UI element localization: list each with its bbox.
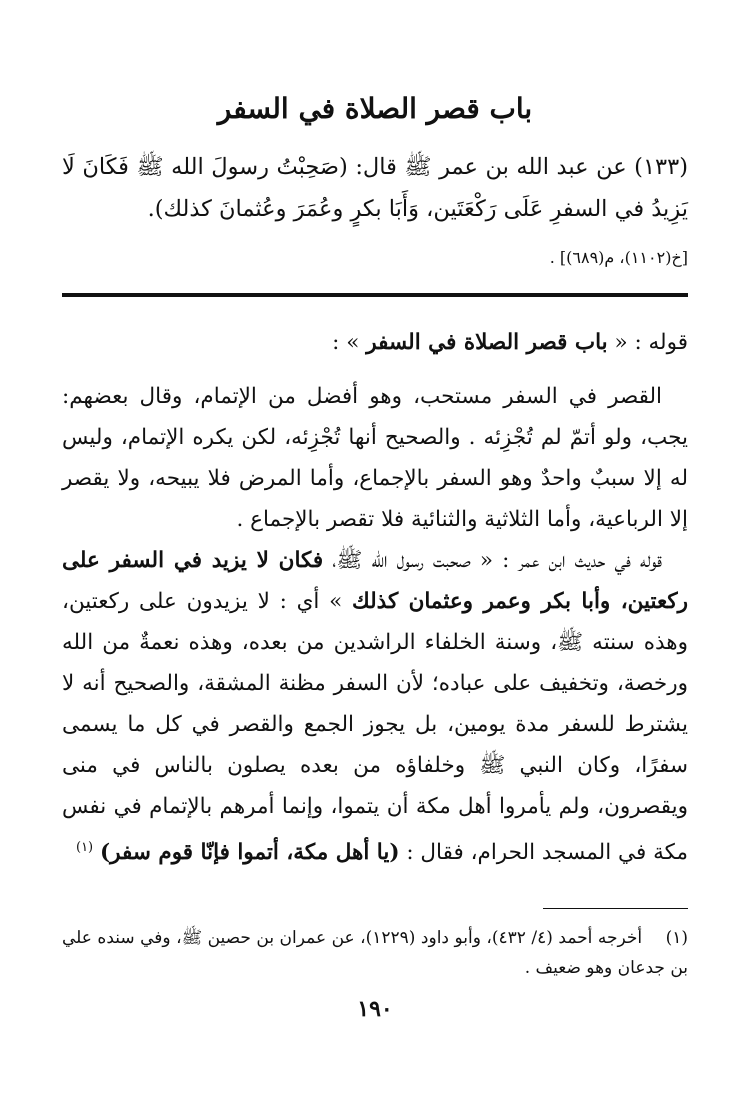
- commentary-paragraph-2: [62, 540, 688, 873]
- hadith-text: عن عبد الله بن عمر ﷺ قال: (صَحِبْتُ رسولَ الله ﷺ فَكَانَ لَا يَزِيدُ في السفرِ عَلَى رَكْعَتَين، وَأَبَا بكرٍ وعُمَرَ وعُثمانَ كذلك).: [62, 154, 688, 222]
- heading-bold: باب قصر الصلاة في السفر: [366, 330, 608, 355]
- footnote-number: (١): [665, 928, 688, 948]
- hadith-source: [خ(١١٠٢)، م(٦٨٩)] .: [549, 248, 688, 267]
- section-divider: [62, 293, 688, 297]
- hadith-block: [62, 146, 688, 230]
- p2-bold-quote: فكان لا يزيد في السفر على ركعتين، وأبا بكر وعمر وعثمان كذلك: [62, 548, 688, 614]
- p2-quote: (يا أهل مكة، أتموا فإنّا قوم سفر): [99, 840, 400, 866]
- heading-prefix: قوله : «: [614, 330, 688, 355]
- commentary-heading: [62, 322, 688, 363]
- commentary-paragraph-1: القصر في السفر مستحب، وهو أفضل من الإتمام، وقال بعضهم: يجب، ولو أتمّ لم تُجْزِئه . والصحيح أنها تُجْزِئه، لكن يكره الإتمام، وليس له إلا سببٌ واحدٌ وهو السفر بالإجماع، وأما المرض فلا يبيحه، ولا يقصر إلا الرباعية، وأما الثلاثية والثنائية فلا تقصر بالإجماع .: [62, 384, 688, 532]
- p2-text: » أي : لا يزيدون على ركعتين، وهذه سنته ﷺ، وسنة الخلفاء الراشدين من بعده، وهذه نعمةٌ من الله ورخصة، وتخفيف على عباده؛ لأن السفر مظنة المشقة، والصحيح أنه لا يشترط للسفر مدة يومين، بل يجوز الجمع والقصر في كل ما يسمى سفرًا، وكان النبي ﷺ وخلفاؤه من بعده يصلون بالناس في منى ويقصرون، ولم يأمروا أهل مكة أن يتموا، وإنما أمرهم بالإتمام في نفس مكة في المسجد الحرام، فقال :: [62, 589, 688, 866]
- footnote-reference[interactable]: (١): [75, 840, 94, 855]
- p2-prefix: قوله في حديث ابن عمر : « صحبت رسول الله ﷺ،: [332, 548, 662, 573]
- footnote-divider: [543, 908, 688, 909]
- heading-suffix: » :: [332, 330, 360, 355]
- commentary: [62, 322, 688, 873]
- footnote-text: أخرجه أحمد (٤/ ٤٣٢)، وأبو داود (١٢٢٩)، عن عمران بن حصين ﷺ، وفي سنده علي بن جدعان وهو ضعيف .: [62, 928, 688, 978]
- footnote: [62, 923, 688, 983]
- chapter-title: باب قصر الصلاة في السفر: [217, 92, 533, 125]
- page-number: ١٩٠: [357, 996, 393, 1022]
- hadith-number: (١٣٣): [634, 154, 688, 180]
